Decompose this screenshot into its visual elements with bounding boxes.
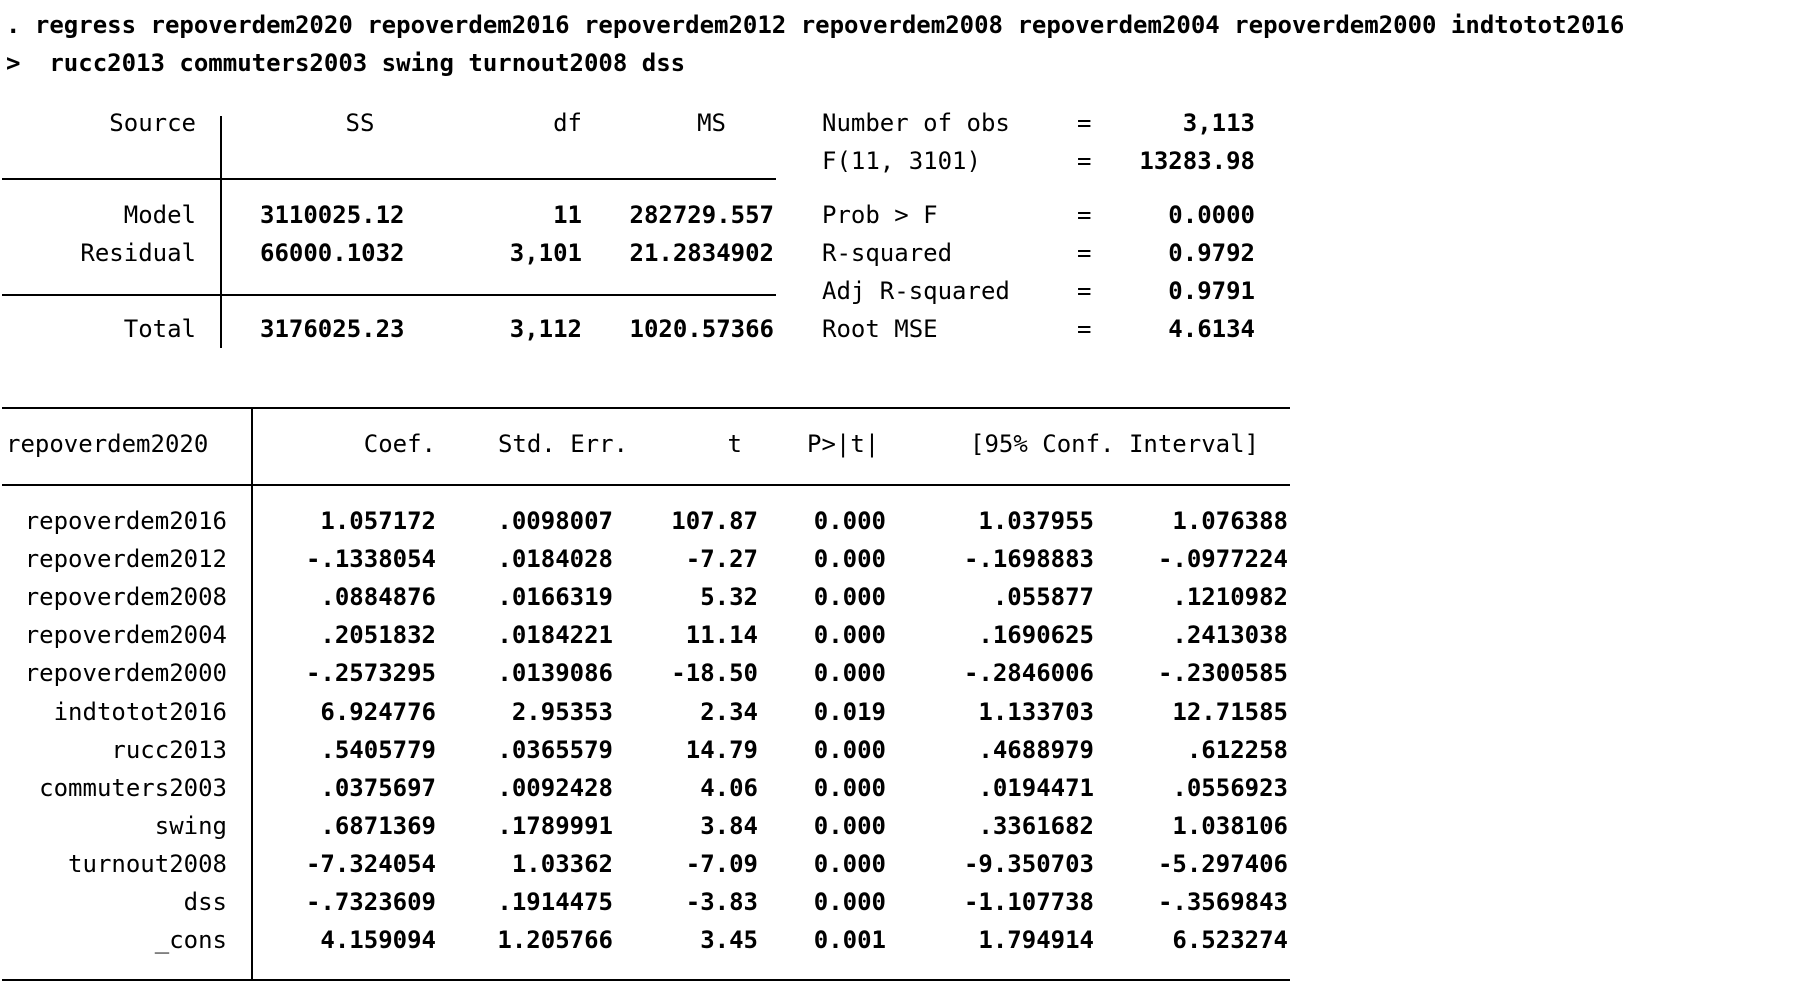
coef-t-stat: 4.06 bbox=[700, 773, 758, 802]
coef-value: 4.159094 bbox=[320, 926, 436, 955]
stat-value: 0.9792 bbox=[1168, 239, 1255, 267]
coef-std-err: 1.03362 bbox=[511, 849, 613, 878]
coef-p-value: 0.000 bbox=[813, 507, 886, 535]
stat-equals: = bbox=[1077, 277, 1092, 305]
coef-std-err: .0098007 bbox=[497, 507, 613, 535]
coef-var-name: commuters2003 bbox=[39, 773, 227, 802]
coef-t-stat: 3.45 bbox=[700, 926, 758, 955]
coef-var-name: dss bbox=[183, 888, 227, 916]
coef-p-value: 0.000 bbox=[813, 888, 886, 916]
coef-ci-low: 1.794914 bbox=[978, 926, 1094, 955]
coef-value: -7.324054 bbox=[305, 849, 436, 878]
coef-var-name: repoverdem2016 bbox=[24, 507, 227, 535]
anova-total-df: 3,112 bbox=[509, 315, 582, 343]
coef-header-p: P>|t| bbox=[807, 430, 880, 458]
anova-model-ms: 282729.557 bbox=[629, 201, 774, 229]
coef-header-coef: Coef. bbox=[363, 430, 436, 458]
coef-p-value: 0.000 bbox=[813, 849, 886, 878]
coef-ci-low: 1.133703 bbox=[978, 697, 1094, 726]
coef-header-depvar: repoverdem2020 bbox=[6, 430, 209, 458]
coef-t-stat: 14.79 bbox=[685, 735, 758, 764]
coef-t-stat: -3.83 bbox=[685, 888, 758, 916]
coef-p-value: 0.019 bbox=[813, 697, 886, 726]
coef-p-value: 0.000 bbox=[813, 659, 886, 688]
coef-ci-high: -.3569843 bbox=[1157, 888, 1288, 916]
stat-value: 0.9791 bbox=[1168, 277, 1255, 305]
stat-label: R-squared bbox=[822, 239, 953, 267]
stat-equals: = bbox=[1077, 201, 1092, 229]
coef-std-err: .0184028 bbox=[497, 545, 613, 574]
coef-value: 6.924776 bbox=[320, 697, 436, 726]
coef-value: -.7323609 bbox=[305, 888, 436, 916]
coef-ci-high: 1.038106 bbox=[1172, 811, 1288, 840]
coef-value: -.1338054 bbox=[305, 545, 436, 574]
coef-std-err: 2.95353 bbox=[511, 697, 613, 726]
coef-var-name: rucc2013 bbox=[111, 735, 227, 764]
coef-p-value: 0.000 bbox=[813, 621, 886, 650]
coef-ci-low: -.2846006 bbox=[963, 659, 1094, 688]
coef-p-value: 0.000 bbox=[813, 811, 886, 840]
coef-header-rule bbox=[2, 484, 1290, 486]
anova-header-rule bbox=[2, 178, 776, 180]
command-line-2: > rucc2013 commuters2003 swing turnout2008 dss bbox=[6, 49, 686, 77]
coef-ci-high: -.0977224 bbox=[1157, 545, 1288, 574]
coef-t-stat: 3.84 bbox=[700, 811, 758, 840]
coef-ci-high: .612258 bbox=[1186, 735, 1288, 764]
coef-ci-low: .4688979 bbox=[978, 735, 1094, 764]
coef-p-value: 0.000 bbox=[813, 583, 886, 612]
coef-value: 1.057172 bbox=[320, 507, 436, 535]
coef-ci-high: .1210982 bbox=[1172, 583, 1288, 612]
stat-equals: = bbox=[1077, 315, 1092, 343]
coef-t-stat: -7.27 bbox=[685, 545, 758, 574]
stat-equals: = bbox=[1077, 239, 1092, 267]
coef-ci-high: 6.523274 bbox=[1172, 926, 1288, 955]
coef-ci-low: -.1698883 bbox=[963, 545, 1094, 574]
stat-label: Root MSE bbox=[822, 315, 938, 343]
anova-model-ss: 3110025.12 bbox=[260, 201, 405, 229]
coef-t-stat: 11.14 bbox=[685, 621, 758, 650]
coef-ci-low: 1.037955 bbox=[978, 507, 1094, 535]
stat-label: Number of obs bbox=[822, 109, 1010, 137]
coef-p-value: 0.001 bbox=[813, 926, 886, 955]
coef-value: .0884876 bbox=[320, 583, 436, 612]
coef-p-value: 0.000 bbox=[813, 545, 886, 574]
anova-model-label: Model bbox=[123, 201, 196, 229]
coef-ci-low: -9.350703 bbox=[963, 849, 1094, 878]
coef-ci-high: .0556923 bbox=[1172, 773, 1288, 802]
coef-var-name: repoverdem2008 bbox=[24, 583, 227, 612]
coef-std-err: .1914475 bbox=[497, 888, 613, 916]
coef-header-t: t bbox=[727, 430, 742, 458]
coef-p-value: 0.000 bbox=[813, 773, 886, 802]
stat-label: Prob > F bbox=[822, 201, 938, 229]
coef-std-err: .0092428 bbox=[497, 773, 613, 802]
coef-vertical-rule bbox=[251, 407, 253, 980]
anova-total-rule bbox=[2, 294, 776, 296]
coef-std-err: .0139086 bbox=[497, 659, 613, 688]
anova-residual-df: 3,101 bbox=[509, 239, 582, 267]
coef-ci-high: .2413038 bbox=[1172, 621, 1288, 650]
anova-header-ms: MS bbox=[697, 109, 726, 137]
stat-label: Adj R-squared bbox=[822, 277, 1010, 305]
coef-ci-low: .055877 bbox=[992, 583, 1094, 612]
coef-value: .0375697 bbox=[320, 773, 436, 802]
coef-header-se: Std. Err. bbox=[497, 430, 628, 458]
coef-ci-high: 12.71585 bbox=[1172, 697, 1288, 726]
anova-residual-label: Residual bbox=[80, 239, 196, 267]
anova-header-ss: SS bbox=[345, 109, 375, 137]
coef-value: .5405779 bbox=[320, 735, 436, 764]
anova-model-df: 11 bbox=[553, 201, 582, 229]
coef-t-stat: -18.50 bbox=[671, 659, 758, 688]
anova-total-label: Total bbox=[123, 315, 196, 343]
stat-label: F(11, 3101) bbox=[822, 147, 981, 175]
command-line-1: . regress repoverdem2020 repoverdem2016 repoverdem2012 repoverdem2008 repoverdem2004 repoverdem2000 indtotot2016 bbox=[6, 11, 1625, 39]
anova-header-df: df bbox=[553, 109, 582, 137]
coef-ci-high: 1.076388 bbox=[1172, 507, 1288, 535]
coef-value: .2051832 bbox=[320, 621, 436, 650]
anova-residual-ms: 21.2834902 bbox=[629, 239, 774, 267]
coef-std-err: .0184221 bbox=[497, 621, 613, 650]
coef-ci-low: -1.107738 bbox=[963, 888, 1094, 916]
anova-header-source: Source bbox=[109, 109, 196, 137]
stat-equals: = bbox=[1077, 147, 1092, 175]
coef-ci-low: .0194471 bbox=[978, 773, 1094, 802]
coef-ci-high: -.2300585 bbox=[1157, 659, 1288, 688]
stat-value: 3,113 bbox=[1182, 109, 1255, 137]
coef-t-stat: 5.32 bbox=[700, 583, 758, 612]
coef-var-name: repoverdem2000 bbox=[24, 659, 227, 688]
stat-equals: = bbox=[1077, 109, 1092, 137]
stat-value: 4.6134 bbox=[1168, 315, 1255, 343]
coef-ci-high: -5.297406 bbox=[1157, 849, 1288, 878]
coef-value: -.2573295 bbox=[305, 659, 436, 688]
anova-vertical-rule bbox=[220, 116, 222, 348]
stat-value: 0.0000 bbox=[1168, 201, 1255, 229]
coef-var-name: indtotot2016 bbox=[53, 697, 227, 726]
coef-var-name: _cons bbox=[154, 926, 227, 955]
coef-std-err: .0365579 bbox=[497, 735, 613, 764]
coef-value: .6871369 bbox=[320, 811, 436, 840]
coef-top-rule bbox=[2, 407, 1290, 409]
stat-value: 13283.98 bbox=[1139, 147, 1255, 175]
coef-t-stat: 107.87 bbox=[671, 507, 758, 535]
coef-header-ci: [95% Conf. Interval] bbox=[970, 430, 1259, 458]
coef-std-err: .1789991 bbox=[497, 811, 613, 840]
coef-var-name: swing bbox=[154, 811, 227, 840]
coef-p-value: 0.000 bbox=[813, 735, 886, 764]
coef-std-err: .0166319 bbox=[497, 583, 613, 612]
coef-std-err: 1.205766 bbox=[497, 926, 613, 955]
anova-total-ss: 3176025.23 bbox=[260, 315, 405, 343]
coef-t-stat: 2.34 bbox=[700, 697, 758, 726]
coef-bottom-rule bbox=[2, 979, 1290, 981]
anova-total-ms: 1020.57366 bbox=[629, 315, 774, 343]
coef-var-name: repoverdem2004 bbox=[24, 621, 227, 650]
coef-t-stat: -7.09 bbox=[685, 849, 758, 878]
coef-var-name: turnout2008 bbox=[68, 849, 227, 878]
anova-residual-ss: 66000.1032 bbox=[260, 239, 405, 267]
coef-ci-low: .1690625 bbox=[978, 621, 1094, 650]
coef-var-name: repoverdem2012 bbox=[24, 545, 227, 574]
coef-ci-low: .3361682 bbox=[978, 811, 1094, 840]
